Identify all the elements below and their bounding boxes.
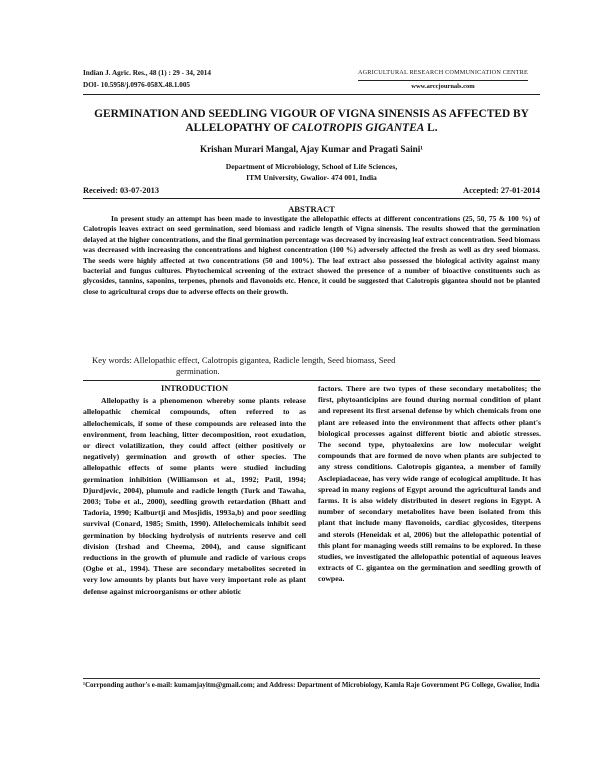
title-end: L.: [424, 122, 438, 134]
intro-column-right: [318, 383, 541, 585]
publisher-name: AGRICULTURAL RESEARCH COMMUNICATION CENTRE: [358, 67, 528, 81]
intro-paragraph-left: Allelopathy is a phenomenon whereby some plants release allelopathic chemical compounds, often referred to as allelochemicals, if some of these compounds are released into the environment, from leaching, litter decomposition, root exudation, or direct volatilization, they could affect (either positively or negatively) germination and growth of other species. The allelopathic effects of some plants were studied including germination inhibition (Williamson et al., 1992; Patil, 1994; Djurdjevic, 2004), plumule and radicle length (Turk and Tawaha, 2003; Tobe et al., 2000), seedling growth retardation (Bhatt and Tadoria, 1990; Kalburtji and Mosjidis, 1993a,b) and poor seedling survival (Conard, 1985; Smith, 1990). Allelochemicals inhibit seed germination by blocking hydrolysis of nutrients reserve and cell division (Irshad and Cheema, 2004), and cause significant reductions in the growth of plumule and radicle of various crops (Ogbe et al., 1994). These are secondary metabolites secreted in very low amounts by plants but have very important role as plant defense against microorganisms or other abiotic: [83, 396, 306, 596]
keywords: [92, 355, 532, 377]
abstract-heading: ABSTRACT: [288, 204, 335, 214]
keywords-rule: [83, 380, 540, 381]
publisher-header: [358, 67, 528, 93]
title-text: GERMINATION AND SEEDLING VIGOUR OF VIGNA SINENSIS AS AFFECTED BY ALLELOPATHY OF: [94, 108, 529, 134]
paper-title: [83, 107, 540, 135]
journal-citation: Indian J. Agric. Res., 48 (1) : 29 - 34, 2014: [83, 69, 211, 77]
affiliation-line-1: Department of Microbiology, School of Life Sciences,: [225, 162, 398, 171]
keywords-line-2: germination.: [176, 366, 220, 376]
authors: Krishan Murari Mangal, Ajay Kumar and Pragati Saini¹: [199, 144, 424, 154]
intro-heading: INTRODUCTION: [160, 384, 228, 393]
dates-rule: [83, 198, 540, 199]
received-date: Received: 03-07-2013: [83, 186, 160, 195]
footnote: ¹Corrponding author's e-mail: kumamjayitm@gmail.com; and Address: Department of Microbiology, Kamla Raje Government PG College, Gwalior, India: [83, 682, 540, 689]
affiliation: [83, 162, 540, 183]
intro-paragraph-right: factors. There are two types of these secondary metabolites; the first, phytoanticipins are found during normal condition of plant and represent its first arsenal defense by which chemicals from one plant are released into the environment that affects other plant's biological processes against different biotic and abiotic stresses. The second type, phytoalexins are low molecular weight compounds that are formed de novo when plants are subjected to any stress conditions. Calotropis gigantea, a member of family Asclepiadaceae, has very wide range of ecological amplitude. It has spread in many regions of Egypt around the agricultural lands and farms. It is also widely distributed in desert regions in Egypt. A number of secondary metabolites have been isolated from this plant that include many flavonoids, cardiac glycosides, titerpens and sterols (Heneidak et al, 2006) but the allelopathic potential of this plant for managing weeds still remains to be explored. In these studies, we investigated the allelopathic potential of aqueous leaves extracts of C. gigantea on the germination and seedling growth of cowpea.: [318, 384, 541, 584]
journal-header: [83, 67, 211, 91]
accepted-date: Accepted: 27-01-2014: [463, 186, 540, 195]
affiliation-line-2: ITM University, Gwalior- 474 001, India: [246, 172, 377, 182]
intro-column-left: [83, 383, 306, 597]
title-species: CALOTROPIS GIGANTEA: [291, 122, 425, 134]
abstract-text: In present study an attempt has been made to investigate the allelopathic effects at different concentrations (25, 50, 75 & 100 %) of Calotropis leaves extract on seed germination, seed biomass and radicle length of Vigna sinensis. The results showed that the germination delayed at the higher concentrations, and the final germination percentage was decreased by increasing leaf extract concentration. Seed biomass was decreased with increasing the concentrations and highest concentration (100 %) adversely affected the fresh as well as dry seed biomass. The seeds were highly affected at two concentrations (50 and 100%). The leaf extract also possessed the biological activity against many bacterial and fungus cultures. Phytochemical screening of the extract showed the presence of a number of bioactive constituents such as glycosides, tannins, saponins, terpenes, phenols and flavonoids etc. Hence, it could be suggested that Calotropis gigantea should not be planted close to agricultural crops due to adverse effects on their growth.: [83, 214, 540, 296]
publisher-website: www.arccjournals.com: [411, 83, 475, 90]
keywords-line-1: Key words: Allelopathic effect, Calotropis gigantea, Radicle length, Seed biomass, Seed: [92, 355, 396, 365]
dates: [83, 186, 540, 195]
footnote-rule: [83, 678, 540, 679]
header-rule: [83, 94, 540, 95]
doi: DOI- 10.5958/j.0976-058X.48.1.005: [83, 81, 191, 89]
